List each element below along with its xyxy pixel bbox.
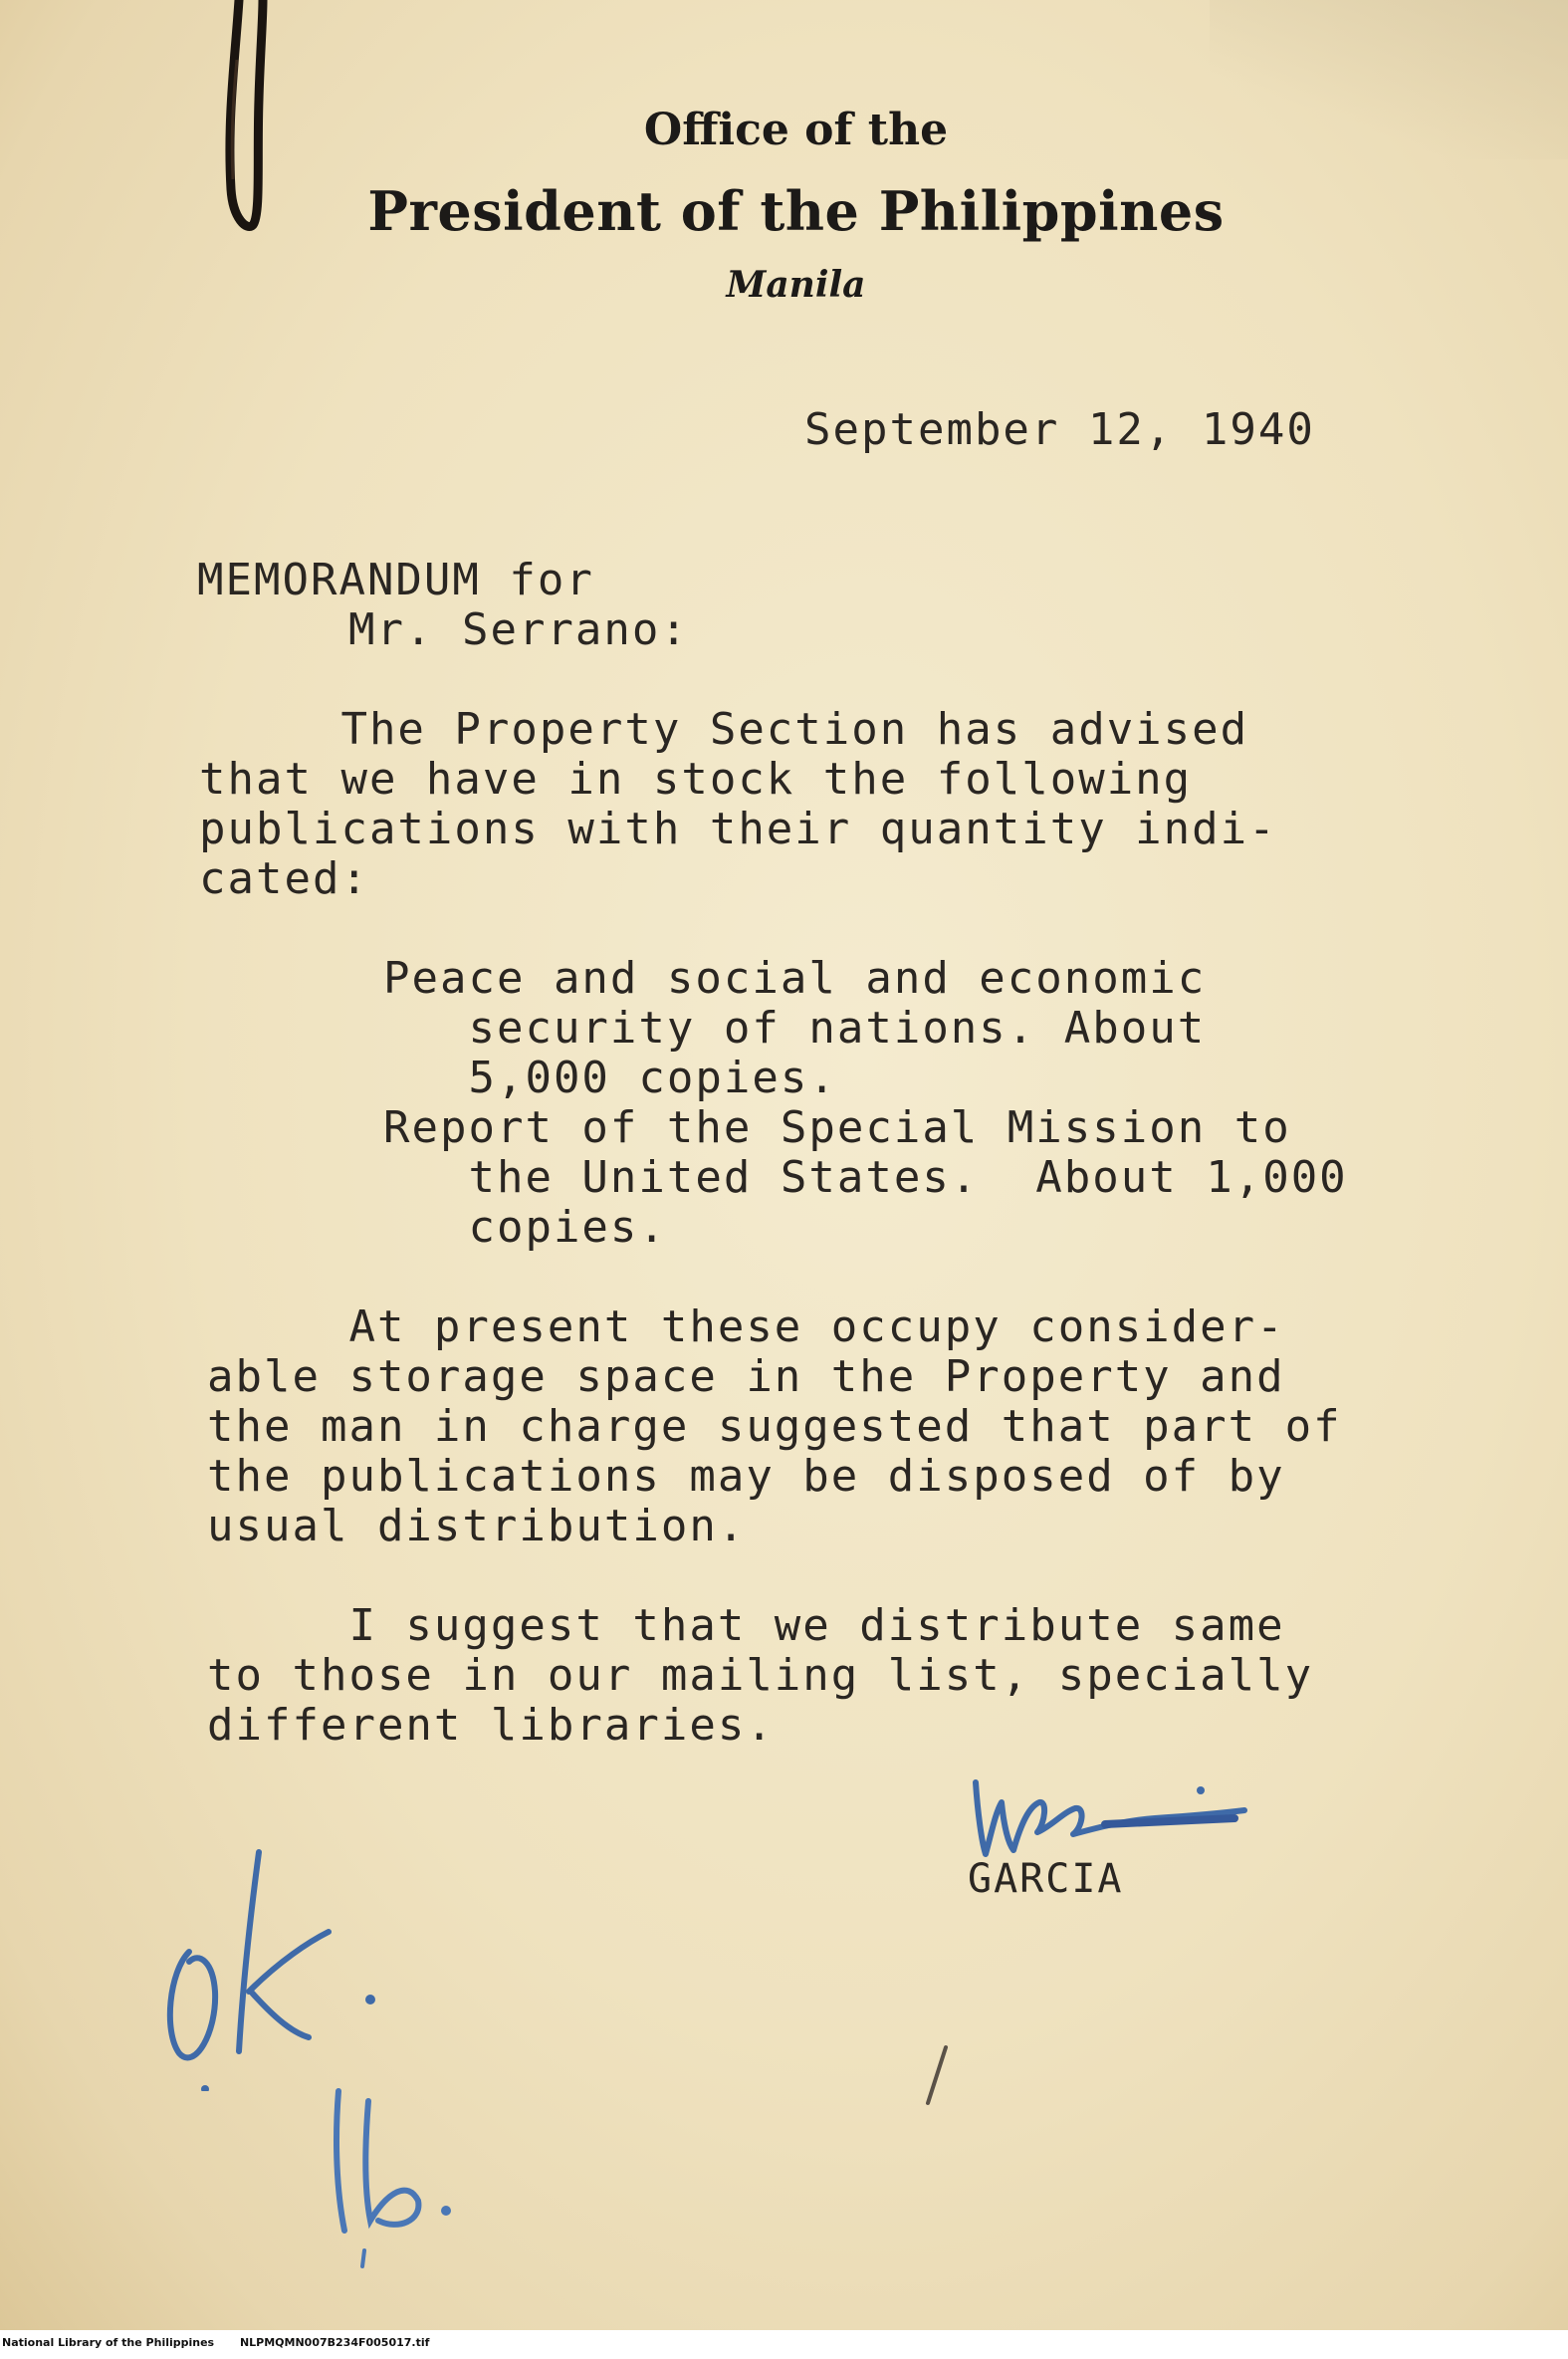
letterhead-office: Office of the	[643, 105, 949, 155]
pencil-mark	[916, 2041, 956, 2111]
publication-list: Peace and social and economic security of nations. About 5,000 copies. Report of the Special Mission to the United States. About 1,000 copies.	[383, 953, 1348, 1253]
paragraph-suggestion: I suggest that we distribute same to those in our mailing list, specially different libraries.	[207, 1600, 1314, 1751]
memo-heading: MEMORANDUM for	[197, 555, 594, 605]
footer-institution: National Library of the Philippines	[2, 2336, 215, 2349]
handwritten-ok-note	[139, 1832, 398, 2091]
letterhead-president: President of the Philippines	[367, 179, 1225, 243]
archive-footer	[0, 2336, 1568, 2356]
footer-file-id: NLPMQMN007B234F005017.tif	[239, 2336, 430, 2349]
memo-addressee: Mr. Serrano:	[348, 604, 689, 655]
paragraph-storage: At present these occupy consider- able storage space in the Property and the man in charge suggested that part of the publications may be disposed of by usual distribution.	[207, 1301, 1342, 1551]
letterhead-city: Manila	[726, 264, 866, 306]
paragraph-property-section: The Property Section has advised that we have in stock the following publications with their quantity indi- cated:	[199, 704, 1277, 904]
handwritten-initials-note	[319, 2071, 478, 2270]
memo-date: September 12, 1940	[804, 404, 1315, 455]
signer-name: GARCIA	[968, 1856, 1124, 1902]
